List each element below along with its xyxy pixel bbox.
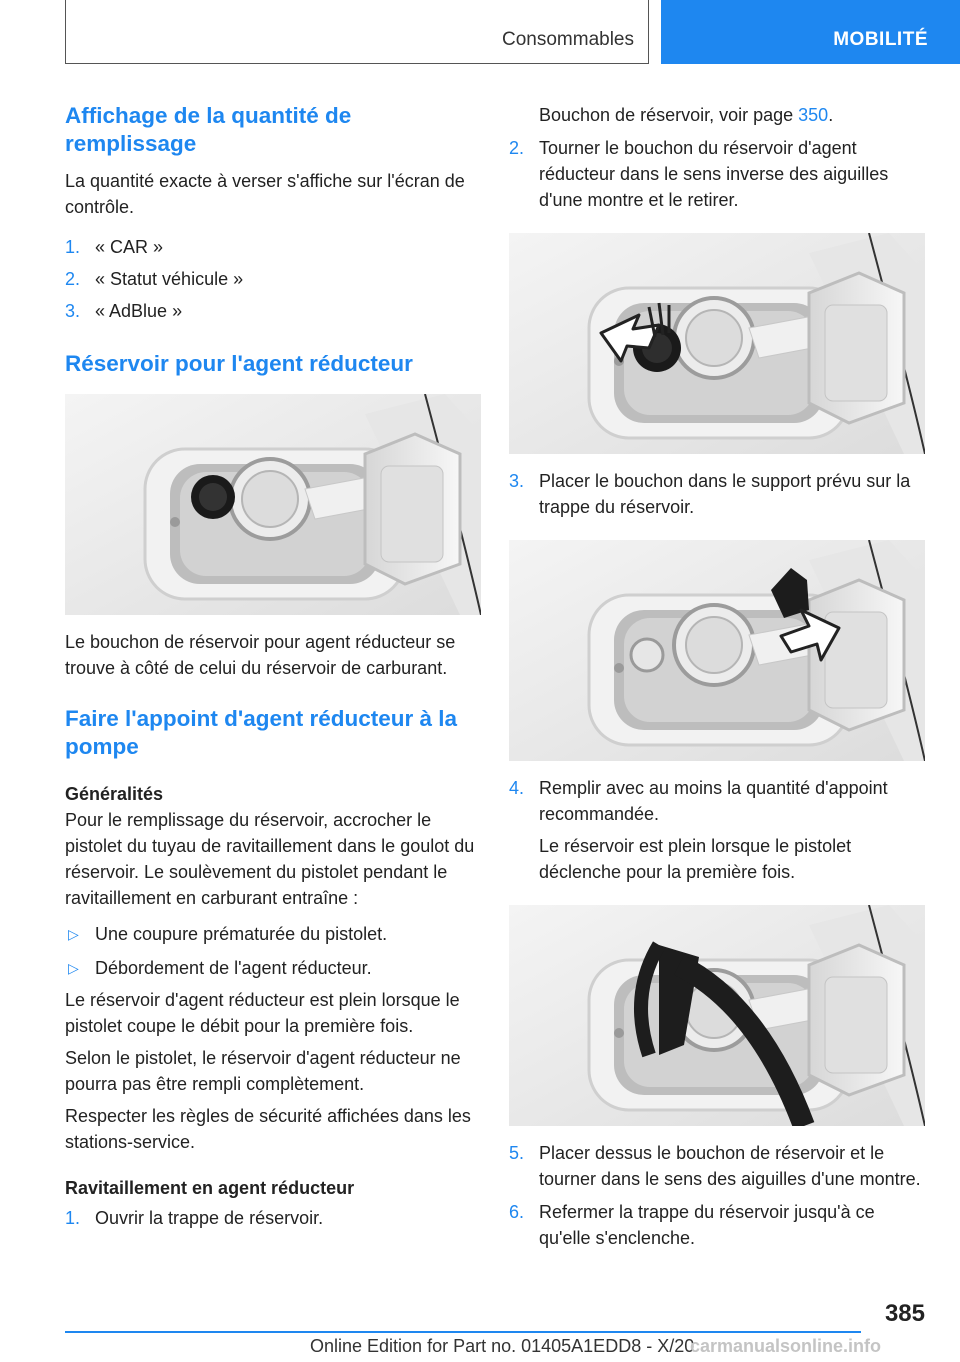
- photo-unscrew-cap: [509, 233, 925, 454]
- footer-edition: Online Edition for Part no. 01405A1EDD8 - X/20: [310, 1336, 695, 1356]
- bullet-list: [65, 921, 483, 981]
- list-item: 6. Refermer la trappe du réservoir jusqu'à ce qu'elle s'enclenche.: [509, 1202, 875, 1248]
- heading-refuel: Ravitaillement en agent réducteur: [65, 1178, 355, 1198]
- header-section-box: [65, 0, 649, 64]
- tank-full-text: Le réservoir d'agent réducteur est plein lorsque le pistolet coupe le débit pour la première fois.: [65, 990, 460, 1036]
- header-chapter-title: MOBILITÉ: [833, 29, 928, 50]
- menu-path-list: [65, 234, 483, 324]
- list-item: 1. Ouvrir la trappe de réservoir.: [65, 1208, 324, 1228]
- header-chapter-tab[interactable]: [661, 0, 960, 64]
- header-section-title: Consommables: [502, 29, 634, 50]
- step4-note: Le réservoir est plein lorsque le pistolet déclenche pour la première fois.: [539, 836, 852, 882]
- photo-cap-in-holder: [509, 540, 925, 761]
- footer-watermark: carmanualsonline.info: [690, 1336, 882, 1356]
- list-item: 3. Placer le bouchon dans le support prévu sur la trappe du réservoir.: [509, 471, 911, 517]
- triangle-bullet-icon: ▷: [68, 960, 79, 976]
- heading-fill-quantity: Affichage de la quantité de remplissage: [65, 103, 352, 156]
- pistol-text: Selon le pistolet, le réservoir d'agent réducteur ne pourra pas être rempli complètement.: [65, 1048, 461, 1094]
- page-number: 385: [884, 1300, 925, 1327]
- heading-general: Généralités: [65, 784, 164, 804]
- list-item: 2. Tourner le bouchon du réservoir d'agent réducteur dans le sens inverse des aiguilles d'une montre et le retirer.: [509, 138, 889, 210]
- list-item: ▷ Débordement de l'agent réducteur.: [65, 955, 483, 981]
- list-item: 2. « Statut véhicule »: [65, 269, 244, 289]
- list-item: 3. « AdBlue »: [65, 301, 183, 321]
- left-column: [65, 102, 483, 1231]
- list-item: 5. Placer dessus le bouchon de réservoir et le tourner dans le sens des aiguilles d'une montre.: [509, 1143, 921, 1189]
- list-item: ▷ Une coupure prématurée du pistolet.: [65, 921, 483, 947]
- heading-reducer-tank: Réservoir pour l'agent réducteur: [65, 351, 413, 376]
- right-column: [509, 102, 927, 1251]
- fill-quantity-text: La quantité exacte à verser s'affiche sur l'écran de contrôle.: [65, 171, 465, 217]
- list-item: 1. « CAR »: [65, 237, 164, 257]
- photo-fuel-flap-caps: [65, 394, 481, 615]
- list-item-continued: Bouchon de réservoir, voir page 350.: [539, 105, 834, 125]
- photo-nozzle-filling: [509, 905, 925, 1126]
- general-text: Pour le remplissage du réservoir, accrocher le pistolet du tuyau de ravitaillement dans le goulot du réservoir. Le soulèvement du pistolet pendant le ravitaillement en carburant entraîne :: [65, 810, 475, 908]
- safety-text: Respecter les règles de sécurité affichées dans les stations-service.: [65, 1106, 471, 1152]
- triangle-bullet-icon: ▷: [68, 926, 79, 942]
- heading-pump-refill: Faire l'appoint d'agent réducteur à la pompe: [65, 706, 458, 759]
- reducer-tank-text: Le bouchon de réservoir pour agent réducteur se trouve à côté de celui du réservoir de carburant.: [65, 632, 456, 678]
- page-link[interactable]: 350: [798, 105, 829, 125]
- list-item: 4. Remplir avec au moins la quantité d'appoint recommandée.: [509, 778, 888, 824]
- footer-divider: [65, 1331, 861, 1333]
